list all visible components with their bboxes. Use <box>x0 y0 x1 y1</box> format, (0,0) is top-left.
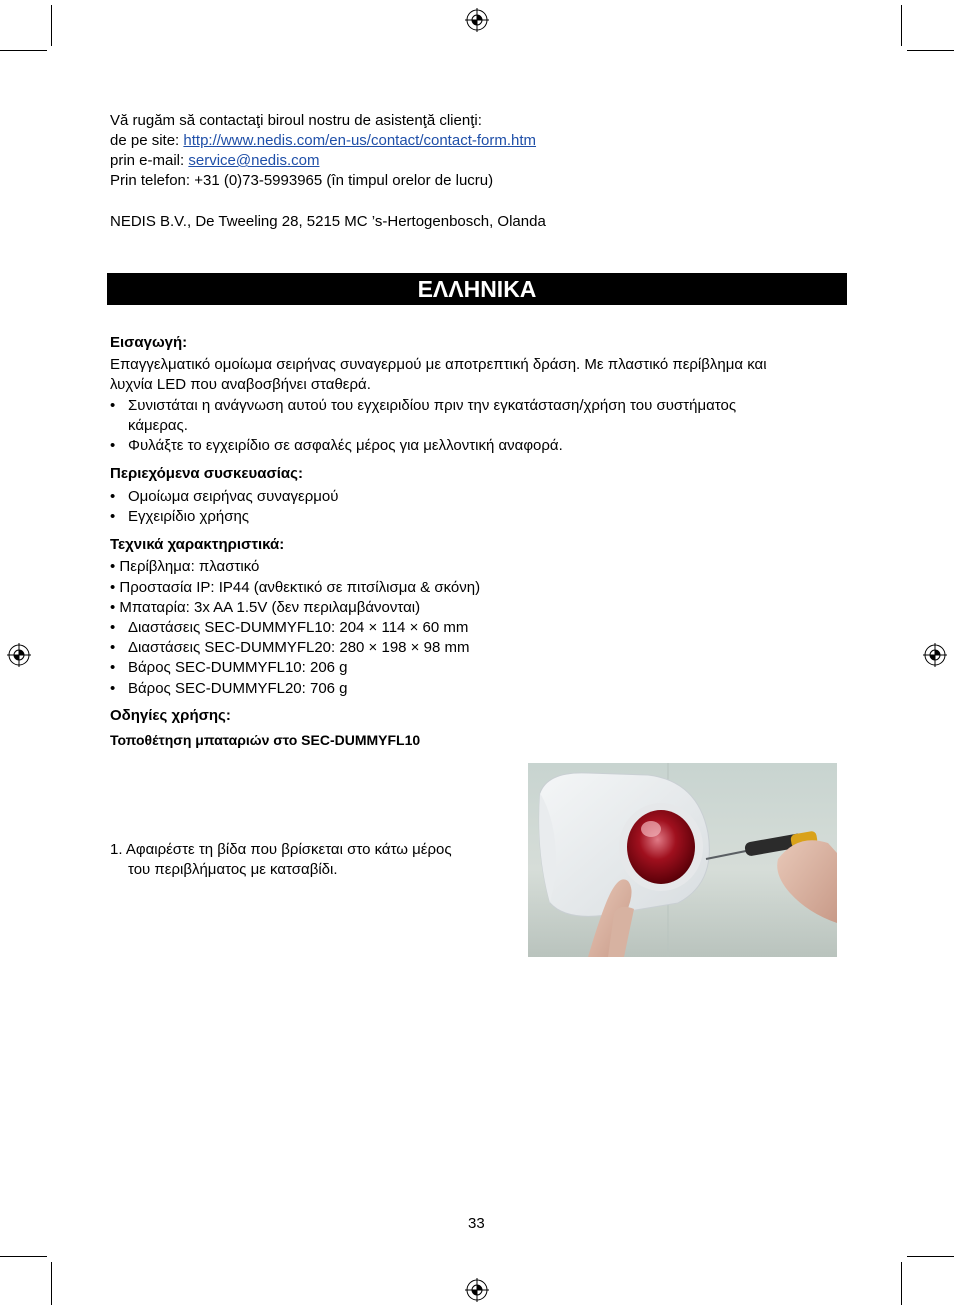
intro-bullet1-line1: Συνιστάται η ανάγνωση αυτού του εγχειριδίου πριν την εγκατάσταση/χρήση του συστήματος <box>128 397 737 414</box>
registration-mark-icon <box>923 643 947 667</box>
package-item: Εγχειρίδιο χρήσης <box>128 508 250 525</box>
contact-site-line <box>110 131 536 151</box>
bullet-glyph: • <box>110 659 116 676</box>
bullet-glyph: • <box>110 619 116 636</box>
intro-heading: Εισαγωγή: <box>110 334 188 351</box>
usage-step1-line1: 1. Αφαιρέστε τη βίδα που βρίσκεται στο κάτω μέρος <box>110 841 452 858</box>
spec-item: • Μπαταρία: 3x AA 1.5V (δεν περιλαμβάνονται) <box>110 599 421 616</box>
email-link[interactable]: service@nedis.com <box>188 152 320 169</box>
siren-photo-illustration <box>528 763 837 957</box>
package-heading: Περιεχόμενα συσκευασίας: <box>110 465 303 482</box>
page-number: 33 <box>468 1215 485 1232</box>
contact-form-link[interactable]: http://www.nedis.com/en-us/contact/contact-form.htm <box>183 132 537 149</box>
spec-item: Διαστάσεις SEC-DUMMYFL20: 280 × 198 × 98 mm <box>128 639 470 656</box>
package-item: Ομοίωμα σειρήνας συναγερμού <box>128 488 339 505</box>
battery-install-subheading: Τοποθέτηση μπαταριών στο SEC-DUMMYFL10 <box>110 732 421 748</box>
spec-item: Διαστάσεις SEC-DUMMYFL10: 204 × 114 × 60 mm <box>128 619 469 636</box>
bullet-glyph: • <box>110 508 116 525</box>
specs-heading: Τεχνικά χαρακτηριστικά: <box>110 536 285 553</box>
registration-mark-icon <box>465 1278 489 1302</box>
spec-item: • Περίβλημα: πλαστικό <box>110 558 260 575</box>
section-title-banner: ΕΛΛΗΝΙΚΑ <box>107 273 847 305</box>
registration-mark-icon <box>465 8 489 32</box>
registration-mark-icon <box>7 643 31 667</box>
usage-step1-line2: του περιβλήματος με κατσαβίδι. <box>128 861 338 878</box>
spec-item: Βάρος SEC-DUMMYFL10: 206 g <box>128 659 348 676</box>
bullet-glyph: • <box>110 437 116 454</box>
bullet-glyph: • <box>110 397 116 414</box>
company-address: NEDIS B.V., De Tweeling 28, 5215 MC ’s-Hertogenbosch, Olanda <box>110 213 546 230</box>
usage-heading: Οδηγίες χρήσης: <box>110 707 231 724</box>
spec-item: Βάρος SEC-DUMMYFL20: 706 g <box>128 680 348 697</box>
intro-text-line2: λυχνία LED που αναβοσβήνει σταθερά. <box>110 376 371 393</box>
bullet-glyph: • <box>110 488 116 505</box>
intro-text-line1: Επαγγελματικό ομοίωμα σειρήνας συναγερμού με αποτρεπτική δράση. Με πλαστικό περίβλημα και <box>110 356 767 373</box>
contact-intro: Vă rugăm să contactaţi biroul nostru de asistenţă clienţi: <box>110 112 482 129</box>
spec-item: • Προστασία IP: IP44 (ανθεκτικό σε πιτσίλισμα & σκόνη) <box>110 579 481 596</box>
bullet-glyph: • <box>110 680 116 697</box>
site-label: de pe site: <box>110 132 184 149</box>
siren-screw-photo <box>528 763 837 957</box>
contact-email-line <box>110 151 319 171</box>
email-label: prin e-mail: <box>110 152 189 169</box>
bullet-glyph: • <box>110 639 116 656</box>
contact-phone: Prin telefon: +31 (0)73-5993965 (în timpul orelor de lucru) <box>110 172 494 189</box>
intro-bullet1-line2: κάμερας. <box>128 417 188 434</box>
intro-bullet2: Φυλάξτε το εγχειρίδιο σε ασφαλές μέρος για μελλοντική αναφορά. <box>128 437 563 454</box>
